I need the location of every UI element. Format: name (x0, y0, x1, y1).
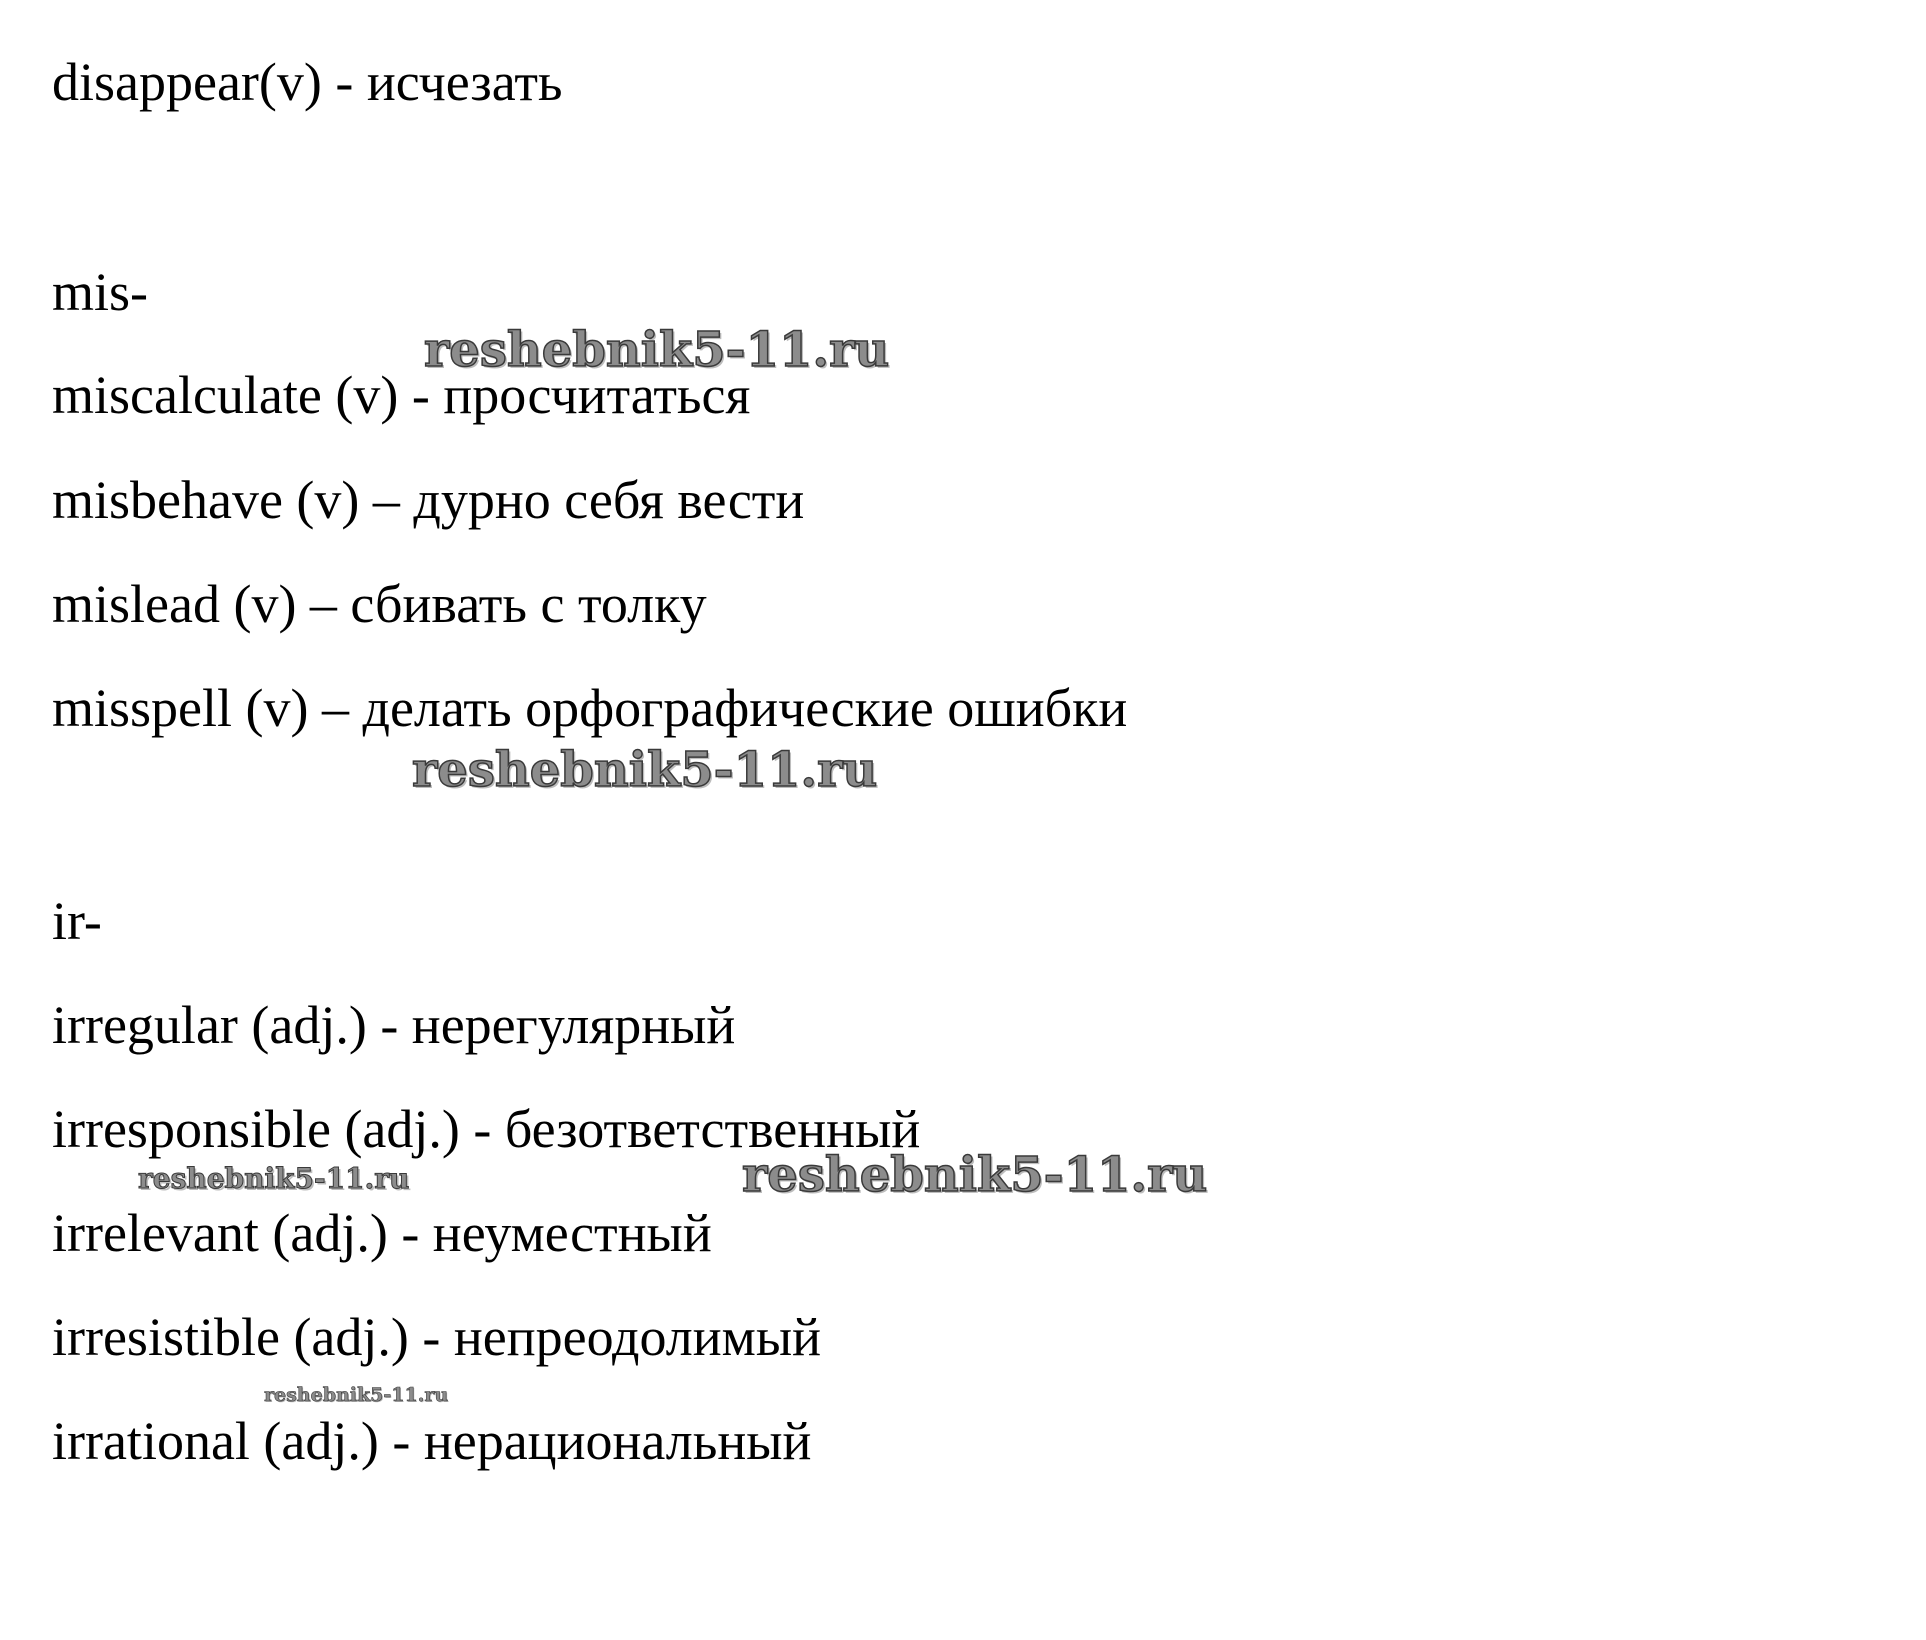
watermark: reshebnik5-11.ru (264, 1384, 449, 1406)
line-irresponsible: irresponsible (adj.) - безответственный (52, 1099, 921, 1159)
line-irresistible: irresistible (adj.) - непреодолимый (52, 1307, 821, 1367)
line-irregular: irregular (adj.) - нерегулярный (52, 995, 736, 1055)
watermark: reshebnik5-11.ru (742, 1147, 1208, 1203)
line-mislead: mislead (v) – сбивать с толку (52, 574, 707, 634)
prefix-heading-mis: mis- (52, 262, 149, 322)
line-miscalculate: miscalculate (v) - просчитаться (52, 365, 751, 425)
line-misbehave: misbehave (v) – дурно себя вести (52, 470, 805, 530)
watermark: reshebnik5-11.ru (412, 742, 878, 798)
watermark: reshebnik5-11.ru (424, 322, 890, 378)
line-disappear: disappear(v) - исчезать (52, 52, 563, 112)
line-irrelevant: irrelevant (adj.) - неуместный (52, 1203, 712, 1263)
line-misspell: misspell (v) – делать орфографические ошибки (52, 678, 1128, 738)
line-irrational: irrational (adj.) - нерациональный (52, 1411, 812, 1471)
prefix-heading-ir: ir- (52, 891, 102, 951)
watermark: reshebnik5-11.ru (138, 1162, 410, 1195)
